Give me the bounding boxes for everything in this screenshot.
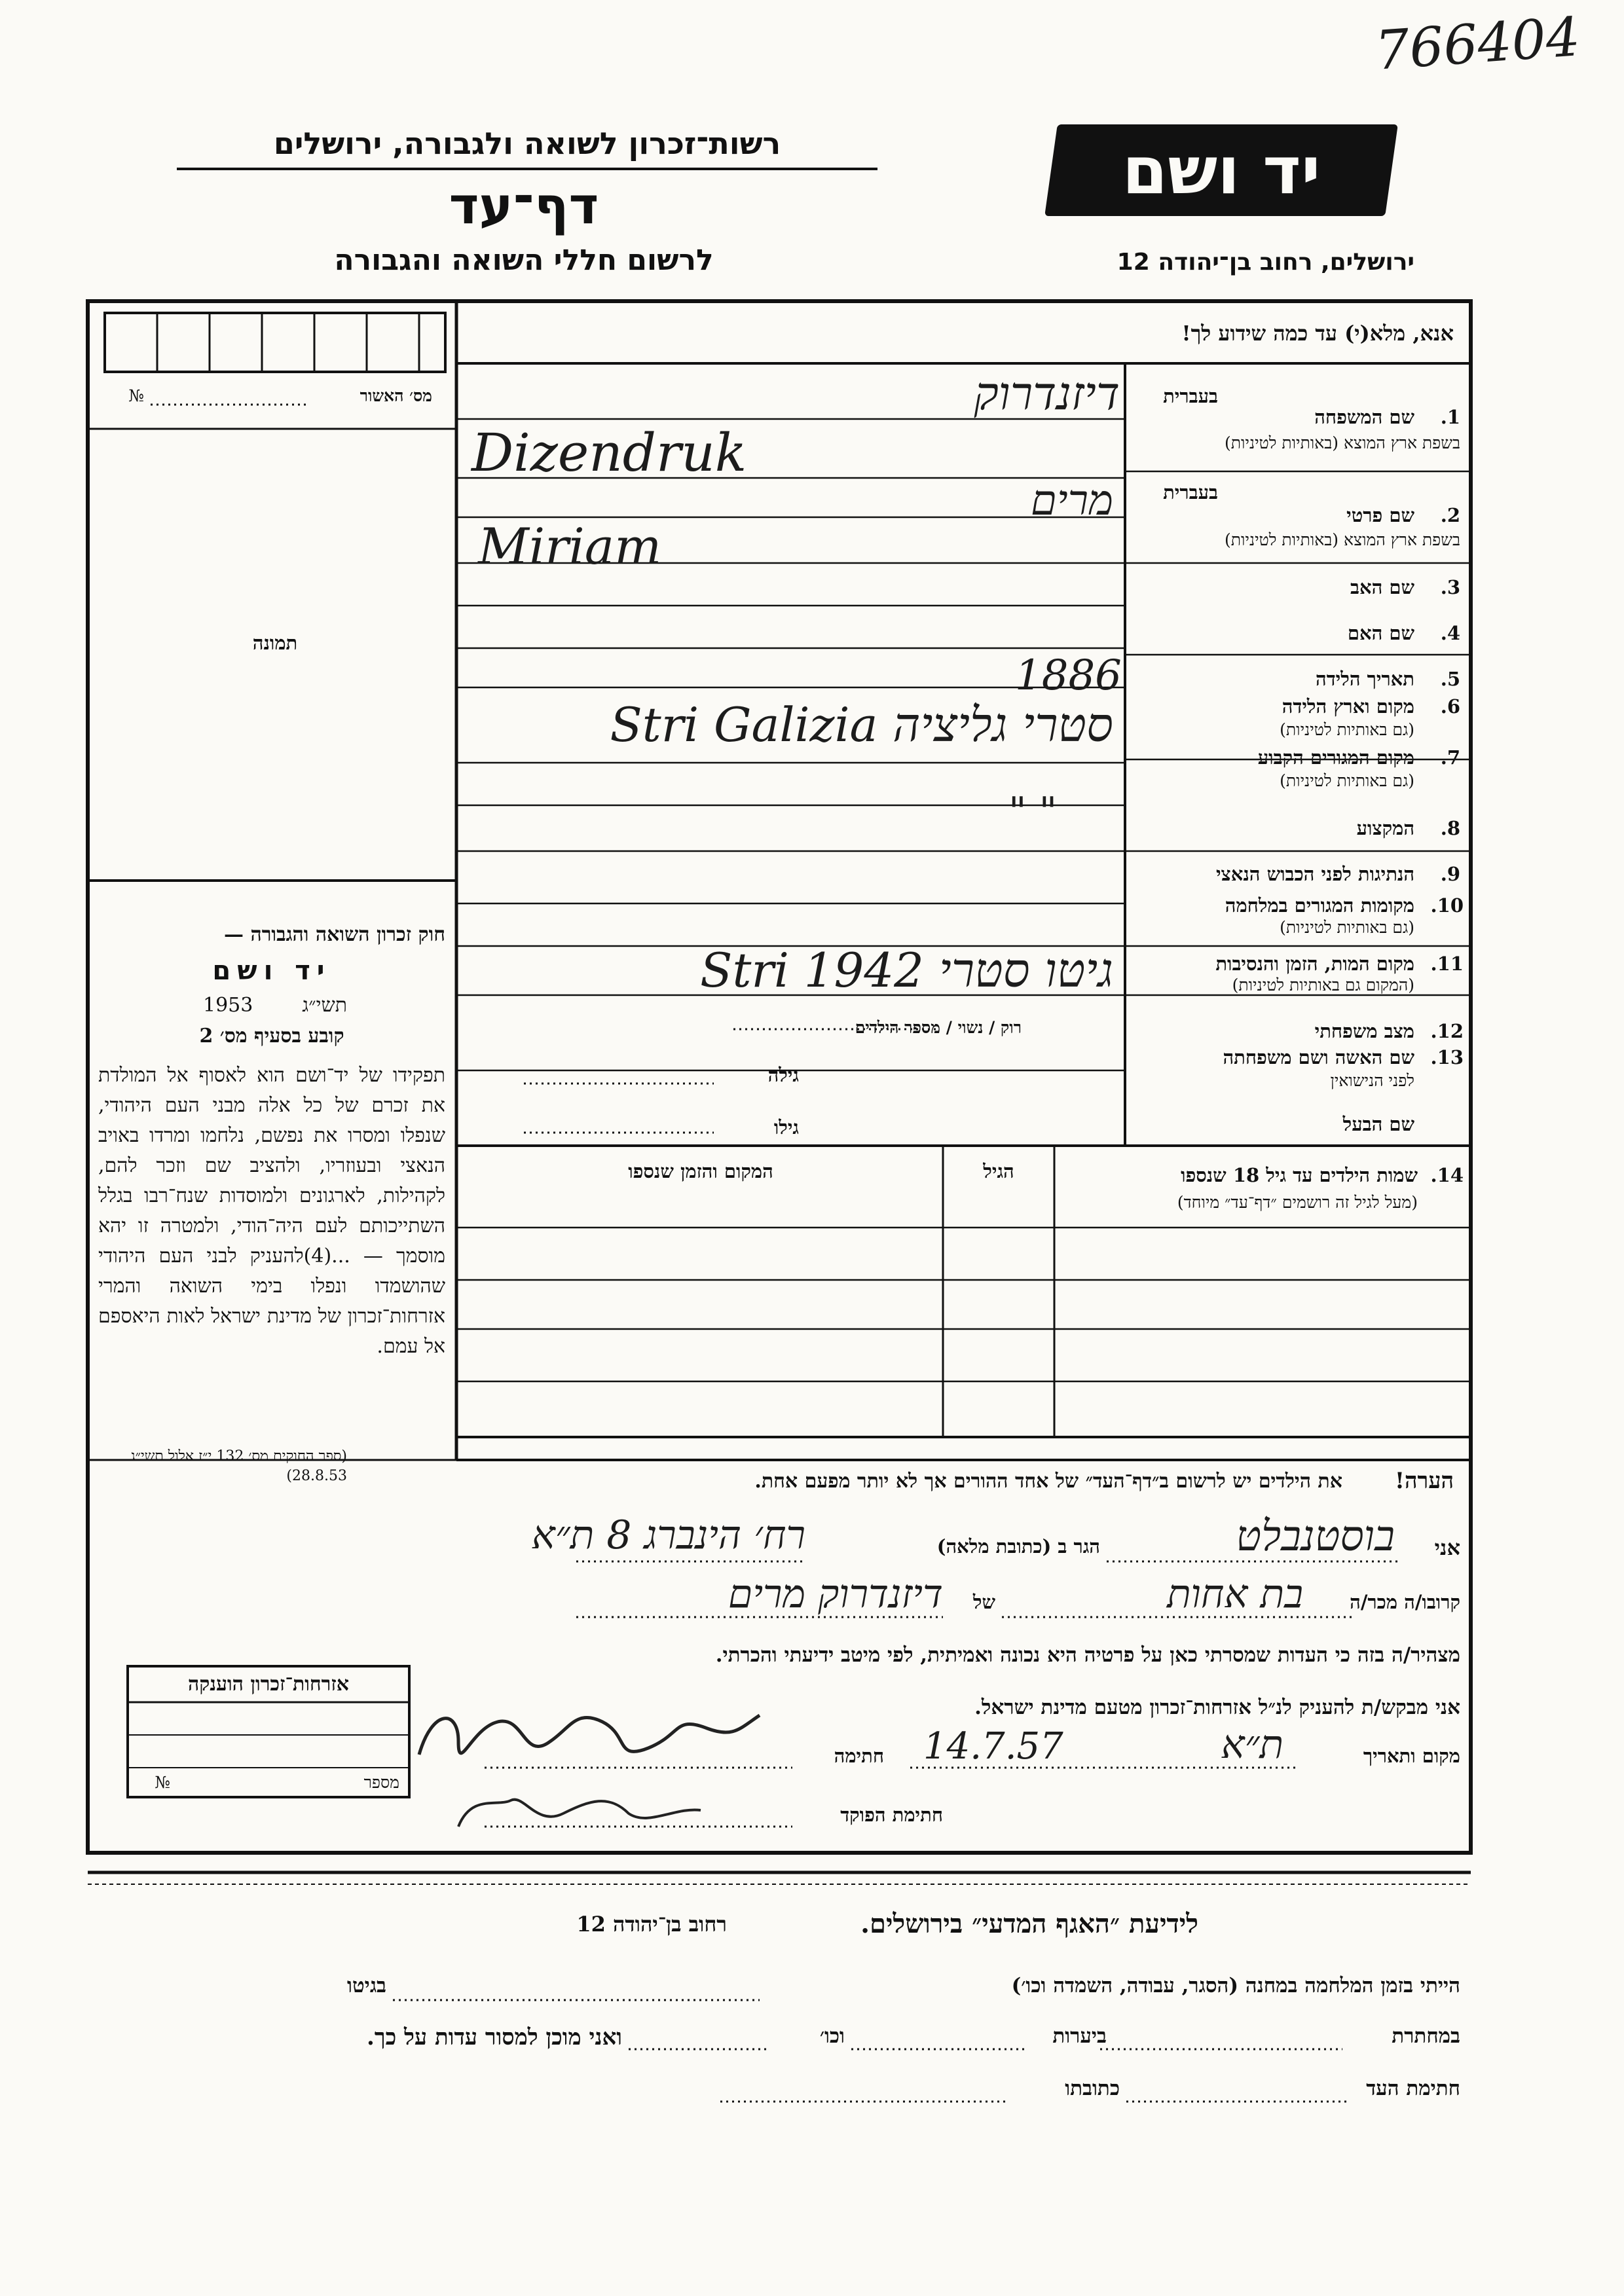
field-12-label: מצב משפחתי xyxy=(1314,1020,1414,1042)
field-11-num: 11. xyxy=(1430,953,1464,975)
declaration-request: אני מבקש/ת להעניק לנ״ל אזרחות־זכרון מטעם מדינת ישראל. xyxy=(974,1696,1460,1719)
field-6-label: מקום וארץ הלידה xyxy=(1282,695,1414,718)
field-6-sub: (גם באותיות לטיניות) xyxy=(1280,720,1414,739)
citizenship-no-sign: № xyxy=(155,1773,170,1792)
field-11-sub: (המקום גם באותיות לטיניות) xyxy=(1232,975,1414,994)
field-5-label: תאריך הלידה xyxy=(1316,668,1414,690)
field-1-label: שם המשפחה xyxy=(1314,406,1414,428)
field-3-num: 3. xyxy=(1440,576,1460,598)
photo-label: תמונה xyxy=(252,632,298,654)
footer-etc: וכו׳ xyxy=(819,2024,845,2048)
field-7-num: 7. xyxy=(1440,746,1460,769)
approval-no-label: מס׳ האשור xyxy=(360,386,432,405)
field-13-sub: לפני הנישואין xyxy=(1330,1071,1414,1090)
marital-options: רוק / נשוי / מספר הילדים xyxy=(855,1018,1022,1037)
firstname-latin: Miriam xyxy=(478,517,662,575)
law-year-hebrew: תשי״ג xyxy=(302,994,347,1017)
place-value: ת״א xyxy=(1221,1722,1283,1768)
husband-label: שם הבעל xyxy=(1342,1113,1414,1135)
footer-ready: ואני מוכן למסור עדות על כך. xyxy=(367,2024,622,2050)
surname-hebrew: דיזנדרוק xyxy=(974,367,1120,420)
field-1-sub: בשפת ארץ המוצא (באותיות לטיניות) xyxy=(1225,433,1460,452)
of-label: של xyxy=(972,1591,995,1613)
footer-title: לידיעת ״האגף המדעי״ בירושלים. xyxy=(860,1908,1198,1939)
firstname-hebrew: מרים xyxy=(1030,477,1113,525)
children-col-age: הגיל xyxy=(983,1160,1014,1182)
field-13-label: שם האשה ושם משפחתה xyxy=(1223,1046,1414,1068)
field-5-num: 5. xyxy=(1440,668,1460,690)
children-sub: (מעל לגיל זה רושמים ״דף־עד״ מיוחד) xyxy=(1177,1193,1418,1212)
note-label: הערה! xyxy=(1395,1468,1454,1494)
date-value: 14.7.57 xyxy=(923,1725,1063,1768)
declarant-address: רח׳ הינברג 8 ת״א xyxy=(531,1512,805,1558)
field-10-sub: (גם באותיות לטיניות) xyxy=(1280,918,1414,937)
law-text: תפקידו של יד־ושם הוא לאסוף אל המולדת את זכרם של כל אלה מבני העם היהודי, שנפלו ומסרו את נפשם, נלחמו ומרדו באויב הנאצי ובעוזריו, ולהציב שם וזכר להם, לקהילות, לארגונים ולמוסדות שנח־רבו בגלל השתייכותם לעם היה־הודי, ולמטרה זו יהא מוסמך — ...(4)להעניק לבני העם היהודי שהושמדו ונפלו בימי השואה והמרי אזרחות־זכרון של מדינת ישראל לאות היאספם אל עמם. xyxy=(98,1064,446,1358)
i-label: אני xyxy=(1434,1535,1460,1560)
place-date-label: מקום ותאריך xyxy=(1363,1745,1460,1767)
relation-value: בת אחות xyxy=(1166,1571,1303,1617)
death-place: גיטו סטרי 1942 Stri xyxy=(700,943,1113,998)
footer-line1: הייתי בזמן המלחמה במחנה (הסגר, עבודה, השמדה וכו׳) xyxy=(1011,1974,1460,1997)
instruction: אנא, מלא(י) עד כמה שידוע לך! xyxy=(1181,321,1454,346)
declarant-name: בוסטנבלט xyxy=(1236,1512,1395,1561)
children-label: שמות הילדים עד גיל 18 שנספו xyxy=(1181,1164,1418,1186)
field-10-num: 10. xyxy=(1430,894,1464,917)
field-12-num: 12. xyxy=(1430,1020,1464,1042)
footer-forests: ביערות xyxy=(1052,2024,1107,2048)
citizenship-number-label: מספר xyxy=(363,1773,399,1792)
law-year: 1953 xyxy=(203,994,253,1017)
children-col-place: המקום והזמן שנספו xyxy=(628,1160,773,1182)
field-2-label: שם פרטי xyxy=(1346,504,1414,526)
citizenship-title: אזרחות־זכרון הוענקה xyxy=(187,1673,350,1696)
note-text: את הילדים יש לרשום ב״דף־העד״ של אחד ההורים אך לא יותר מפעם אחת. xyxy=(754,1470,1342,1493)
residence: " " xyxy=(1008,789,1058,835)
no-sign: № xyxy=(128,386,144,405)
law-section: קובע בסעיף מס׳ 2 xyxy=(199,1025,344,1048)
law-name: יד ושם xyxy=(212,956,331,986)
husband-age-label: גילו xyxy=(773,1116,799,1139)
law-reference: (ספר החוקים מס׳ 132 י״ז אלול תשי״ג 28.8.53) xyxy=(130,1448,347,1484)
footer-address: רחוב בן־יהודה 12 xyxy=(576,1912,727,1937)
footer-address-label: כתובתו xyxy=(1065,2077,1120,2100)
footer-witness-sig: חתימת העד xyxy=(1366,2077,1460,2100)
declaration-statement: מצהיר/ה בזה כי העדות שמסרתי כאן על פרטיה היא נכונה ואמיתית, לפי מיטב ידיעתי והכרתי. xyxy=(715,1643,1460,1667)
witness-signature xyxy=(419,1715,760,1755)
field-2-num: 2. xyxy=(1440,504,1460,526)
footer-underground: במחתרת xyxy=(1392,2024,1460,2048)
logo-text: יד ושם xyxy=(1122,132,1321,209)
field-4-label: שם האם xyxy=(1347,622,1414,644)
birth-date: 1886 xyxy=(1015,651,1122,700)
archive-number: 766404 xyxy=(1373,6,1582,82)
resides-label: הגר ב (כתובת מלאה) xyxy=(936,1535,1100,1558)
official-label: חתימת הפוקד xyxy=(840,1804,943,1826)
field-7-label: מקום המגורים הקבוע xyxy=(1257,746,1414,769)
field-13-num: 13. xyxy=(1430,1046,1464,1068)
children-num: 14. xyxy=(1430,1164,1464,1186)
form-title: דף־עד xyxy=(449,177,599,236)
field-9-num: 9. xyxy=(1440,863,1460,885)
of-value: דיזנדרוק מרים xyxy=(728,1571,943,1617)
relative-label: קרובו/ה מכר/ה xyxy=(1350,1591,1460,1613)
wife-age-label: גילה xyxy=(767,1064,799,1086)
field-8-num: 8. xyxy=(1440,817,1460,839)
header-address: ירושלים, רחוב בן־יהודה 12 xyxy=(1116,249,1414,276)
in-hebrew-2: בעברית xyxy=(1163,481,1218,503)
field-10-label: מקומות המגורים במלחמה xyxy=(1225,894,1414,917)
field-6-num: 6. xyxy=(1440,695,1460,718)
surname-latin: Dizendruk xyxy=(471,422,747,483)
field-7-sub: (גם באותיות לטיניות) xyxy=(1280,771,1414,790)
birthplace: סטרי גליציה Stri Galizia xyxy=(610,697,1113,752)
field-2-sub: בשפת ארץ המוצא (באותיות לטיניות) xyxy=(1225,530,1460,549)
field-11-label: מקום המות, הזמן והנסיבות xyxy=(1215,953,1414,975)
in-hebrew-1: בעברית xyxy=(1163,385,1218,407)
field-3-label: שם האב xyxy=(1350,576,1414,598)
law-title: חוק זכרון השואה והגבורה — xyxy=(224,923,445,946)
field-4-num: 4. xyxy=(1440,622,1460,644)
field-8-label: המקצוע xyxy=(1356,817,1414,839)
authority-title: רשות־זכרון לשואה ולגבורה, ירושלים xyxy=(273,126,781,161)
footer-ghetto: בגיטו xyxy=(347,1974,386,1997)
official-signature xyxy=(458,1800,701,1827)
signature-label: חתימה xyxy=(834,1745,884,1767)
field-9-label: הנתיגות לפני הכבוש הנאצי xyxy=(1215,863,1414,885)
form-subtitle: לרשום חללי השואה והגבורה xyxy=(334,244,714,277)
field-1-num: 1. xyxy=(1440,406,1460,428)
